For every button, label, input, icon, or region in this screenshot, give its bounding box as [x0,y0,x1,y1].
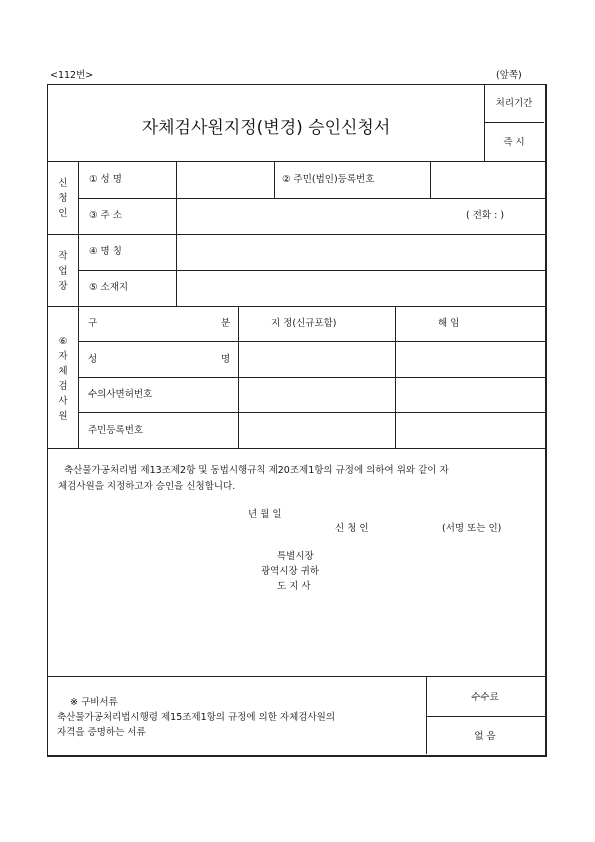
registration-number-label: ② 주민(법인)등록번호 [282,174,375,185]
registration-number-field[interactable] [431,162,543,197]
address-field[interactable] [177,199,457,233]
dismiss-license-field[interactable] [396,378,543,411]
address-label: ③ 주 소 [89,210,122,221]
dismiss-name-field[interactable] [396,342,543,376]
addressee-mayor: 특별시장 [277,551,314,562]
required-docs-title: ※ 구비서류 [70,697,118,708]
form-side-label: (앞쪽) [496,70,522,81]
required-docs-line-1: 축산물가공처리법시행령 제15조제1항의 규정에 의한 자체검사원의 [57,712,335,723]
required-docs-line-2: 자격을 증명하는 서류 [57,727,146,738]
designate-header: 지 정(신규포함) [271,318,337,329]
applicant-signature-label: 신 청 인 [335,523,369,534]
workplace-name-label: ④ 명 칭 [89,246,122,257]
workplace-name-field[interactable] [177,235,543,269]
phone-field[interactable]: ( 전화 : ) [466,210,505,221]
fee-value: 없 음 [474,731,496,742]
addressee-governor: 도 지 사 [277,581,311,592]
vet-license-label: 수의사면허번호 [88,389,153,400]
inspector-name-label-left: 성 [88,354,98,365]
designate-license-field[interactable] [239,378,394,411]
addressee-metro-mayor: 광역시장 귀하 [261,566,320,577]
applicant-name-field[interactable] [177,162,273,197]
category-header-left: 구 [88,318,98,329]
workplace-group-label: 작업장 [58,251,68,292]
processing-period-value: 즉 시 [503,137,525,148]
dismiss-id-field[interactable] [396,413,543,447]
fee-label: 수수료 [471,692,499,703]
form-title: 자체검사원지정(변경) 승인신청서 [141,118,391,138]
workplace-location-field[interactable] [177,271,543,305]
applicant-group-label: 신청인 [58,178,68,219]
resident-number-label: 주민등록번호 [88,425,144,436]
name-label: ① 성 명 [89,174,122,185]
workplace-location-label: ⑤ 소재지 [89,282,129,293]
signature-field[interactable] [380,520,438,536]
processing-period-label: 처리기간 [495,98,533,109]
seal-label: (서명 또는 인) [442,523,502,534]
form-number: <112번> [50,70,94,81]
dismiss-header: 해 임 [438,318,460,329]
statement-line-1: 축산물가공처리법 제13조제2항 및 동법시행규칙 제20조제1항의 규정에 의하여 위와 같이 자 [64,465,449,476]
designate-name-field[interactable] [239,342,394,376]
inspector-group-label: ⑥자체검사원 [58,336,68,422]
inspector-name-label-right: 명 [221,354,231,365]
designate-id-field[interactable] [239,413,394,447]
statement-line-2: 체검사원을 지정하고자 승인을 신청합니다. [58,481,236,492]
date-line: 년 월 일 [248,509,282,520]
category-header-right: 분 [221,318,231,329]
